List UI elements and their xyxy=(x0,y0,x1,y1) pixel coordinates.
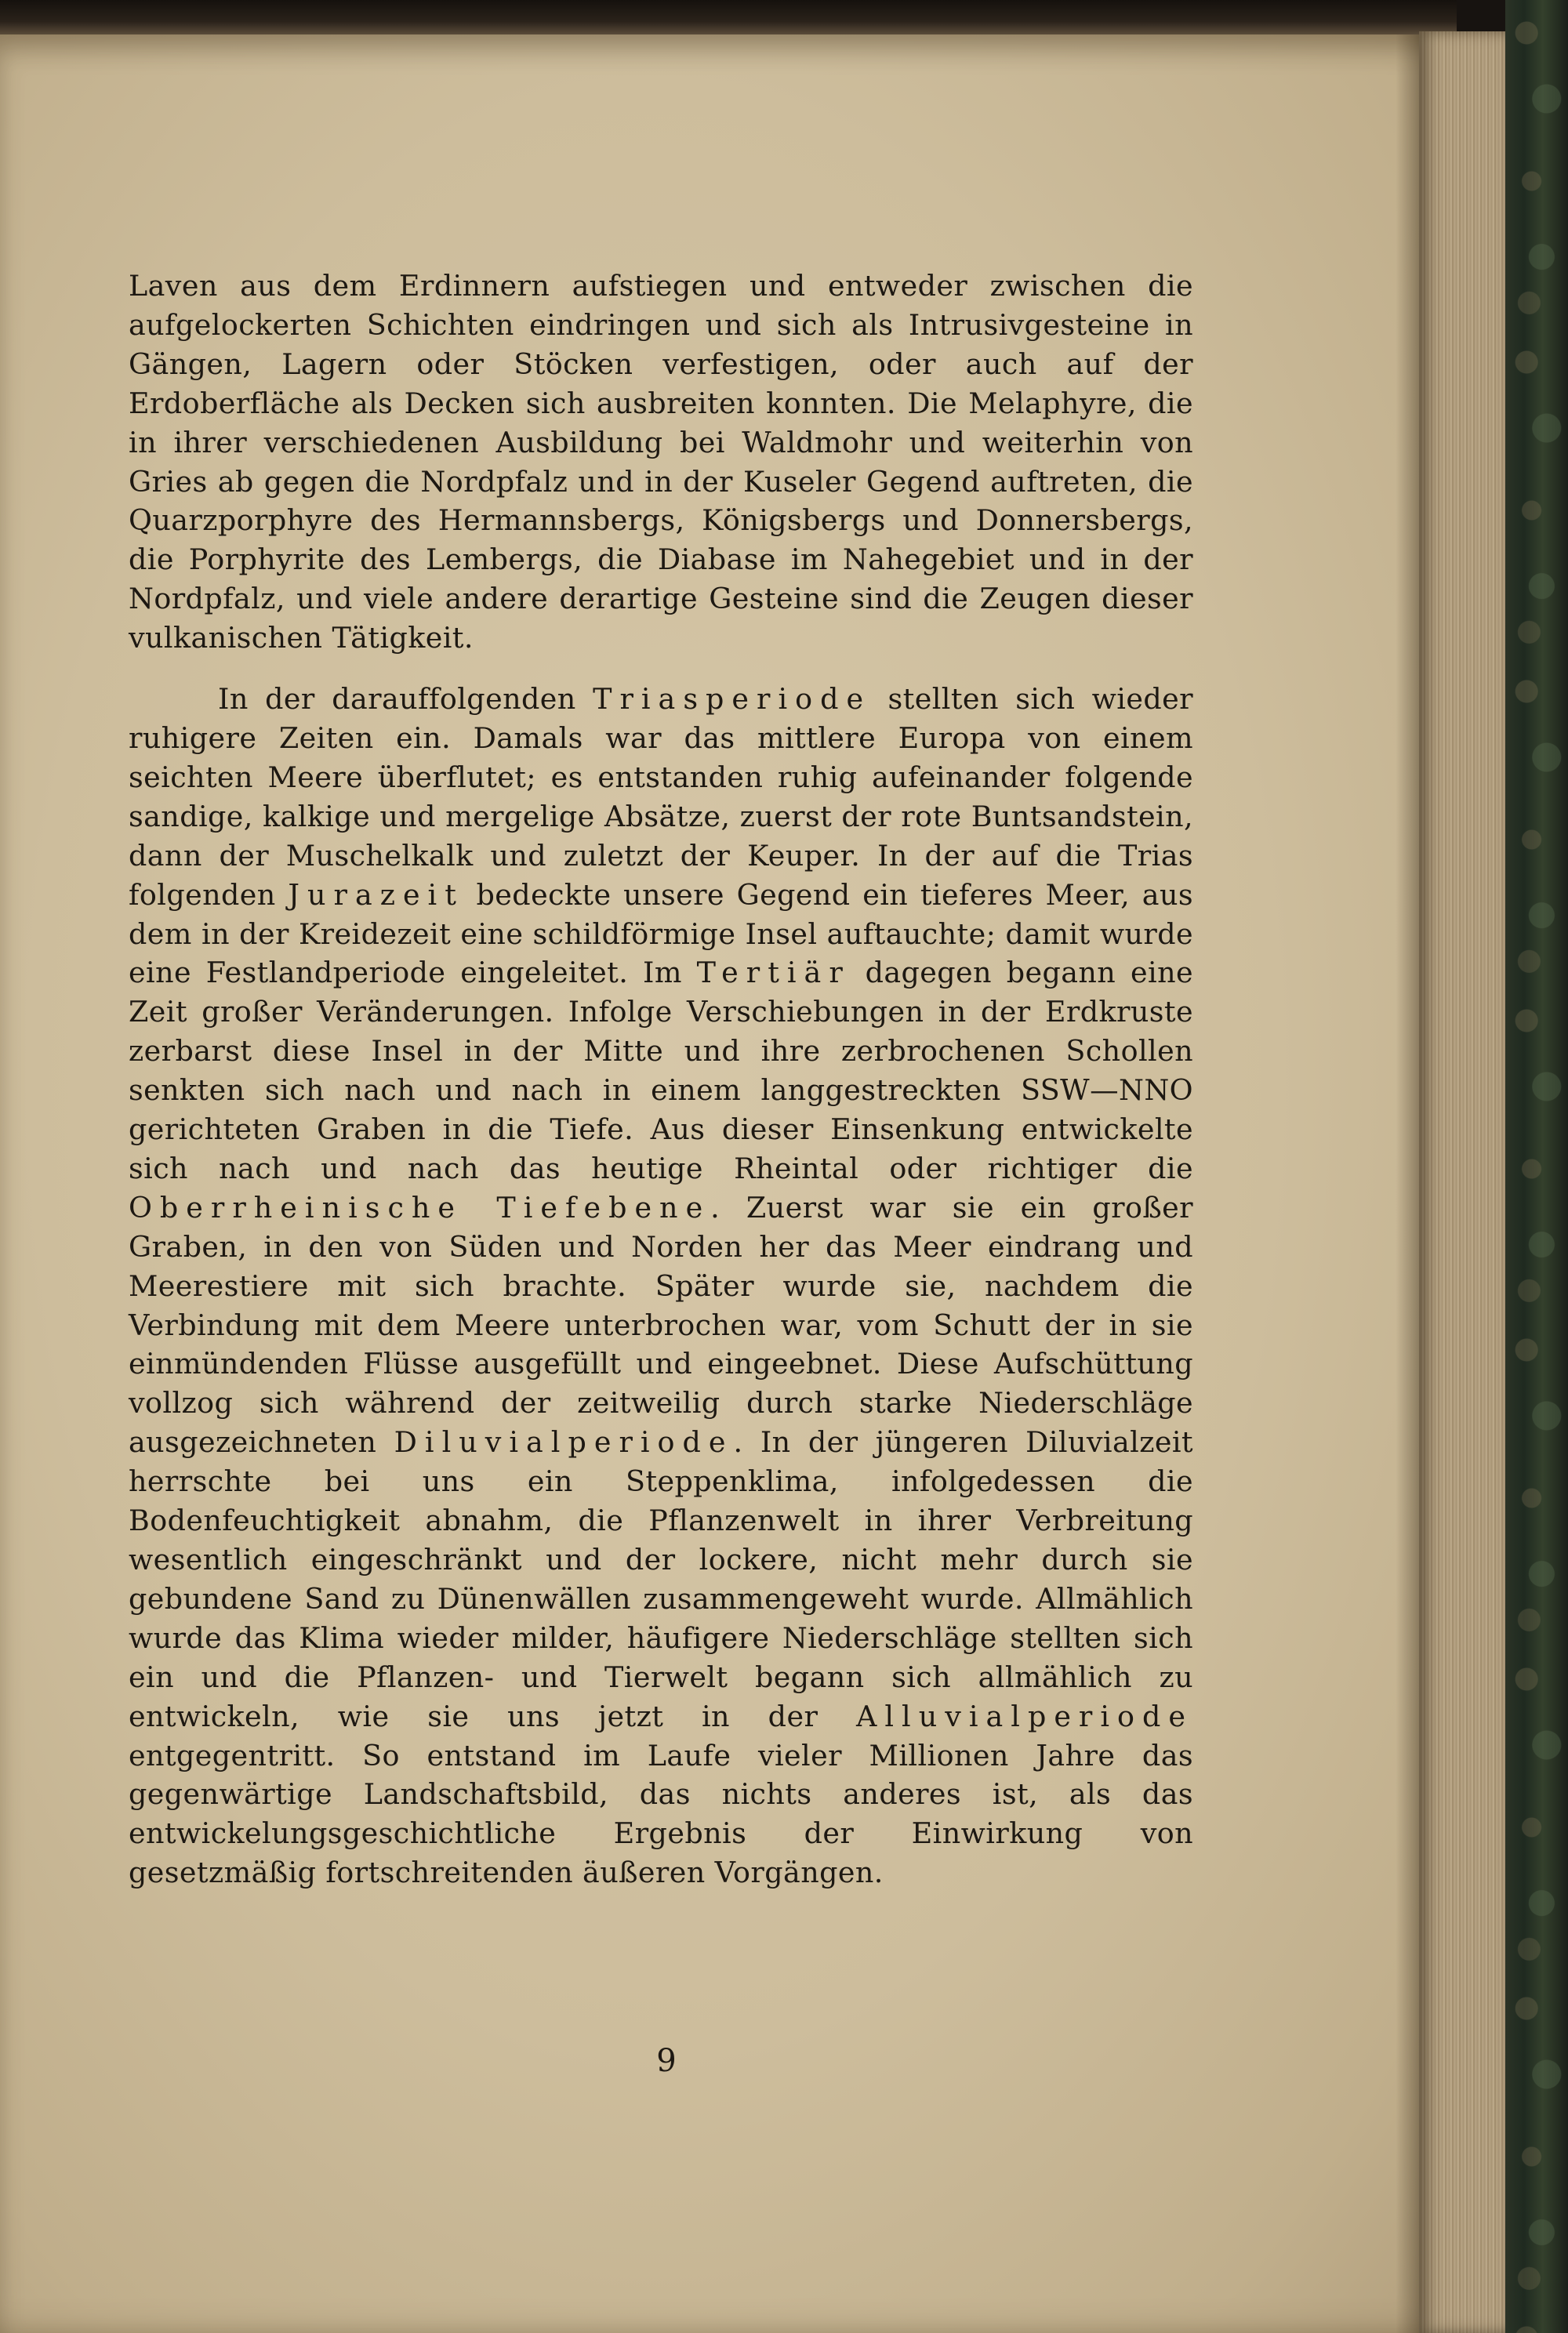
term-triasperiode: Triasperiode xyxy=(593,682,872,717)
marbled-cover-pattern xyxy=(1512,0,1562,2333)
term-jurazeit: Jurazeit xyxy=(288,877,464,912)
paragraph-2-text-6: . In der jüngeren Diluvialzeit herrschte bei uns ein Steppenklima, infolgedessen die Bodenfeuchtigkeit abnahm, die Pflanzenwelt in ihrer Verbreitung wesentlich eingeschränkt und der lockere, nicht mehr durch sie gebundene Sand zu Dünenwällen zusammengeweht wurde. Allmählich wurde das Klima wieder milder, häufigere Niederschläge stellten sich ein und die Pflanzen- und Tierwelt begann sich allmählich zu entwickeln, wie sie uns jetzt in der xyxy=(129,1425,1193,1733)
paragraph-2-text-7: entgegentritt. So entstand im Laufe vieler Millionen Jahre das gegenwärtige Landschaftsbild, das nichts anderes ist, als das entwickelungsgeschichtliche Ergebnis der Einwirkung von gesetzmäßig fortschreitenden äußeren Vorgängen. xyxy=(129,1738,1193,1890)
body-text xyxy=(129,267,1193,1892)
paragraph-2-text-5: . Zuerst war sie ein großer Graben, in den von Süden und Norden her das Meer eindrang und Meerestiere mit sich brachte. Später wurde sie, nachdem die Verbindung mit dem Meere unterbrochen war, vom Schutt der in sie einmündenden Flüsse ausgefüllt und eingeebnet. Diese Aufschüttung vollzog sich während der zeitweilig durch starke Niederschläge ausgezeichneten xyxy=(129,1190,1194,1460)
paragraph-2 xyxy=(129,680,1193,1892)
page-top-edge xyxy=(0,0,1457,39)
paragraph-1: Laven aus dem Erdinnern aufstiegen und entweder zwischen die aufgelockerten Schichten eindringen und sich als Intrusivgesteine in Gängen, Lagern oder Stöcken verfestigen, oder auch auf der Erdoberfläche als Decken sich ausbreiten konnten. Die Melaphyre, die in ihrer verschiedenen Ausbildung bei Waldmohr und weiterhin von Gries ab gegen die Nordpfalz und in der Kuseler Gegend auftreten, die Quarzporphyre des Hermannsbergs, Königsbergs und Donnersbergs, die Porphyrite des Lembergs, die Diabase im Nahegebiet und in der Nordpfalz, und viele andere derartige Gesteine sind die Zeugen dieser vulkanischen Tätigkeit. xyxy=(129,269,1193,655)
paragraph-2-text-4: dagegen begann eine Zeit großer Veränderungen. Infolge Verschiebungen in der Erdkruste zerbarst diese Insel in der Mitte und ihre zerbrochenen Schollen senkten sich nach und nach in einem langgestreckten SSW—NNO gerichteten Graben in die Tiefe. Aus dieser Einsenkung entwickelte sich nach und nach das heutige Rheintal oder richtiger die xyxy=(129,956,1193,1185)
page-number: 9 xyxy=(656,2043,677,2079)
term-tertiaer: Tertiär xyxy=(696,956,851,990)
term-alluvialperiode: Alluvialperiode xyxy=(856,1699,1193,1733)
paragraph-2-text-2: stellten sich wieder ruhigere Zeiten ein. Damals war das mittlere Europa von einem seichten Meere überflutet; es entstanden ruhig aufeinander folgende sandige, kalkige und mergelige Absätze, zuerst der rote Buntsandstein, dann der Muschelkalk und zuletzt der Keuper. In der auf die Trias folgenden xyxy=(129,682,1193,912)
paragraph-2-text-1: In der darauffolgenden xyxy=(218,682,593,717)
page-edges xyxy=(1419,31,1505,2333)
term-diluvialperiode: Diluvialperiode xyxy=(394,1425,734,1460)
term-oberrheinische-tiefebene: Oberrheinische Tiefebene xyxy=(129,1190,711,1225)
paragraph-2-text-3: bedeckte unsere Gegend ein tieferes Meer, aus dem in der Kreidezeit eine schildförmige Insel auftauchte; damit wurde eine Festlandperiode eingeleitet. Im xyxy=(129,877,1193,990)
